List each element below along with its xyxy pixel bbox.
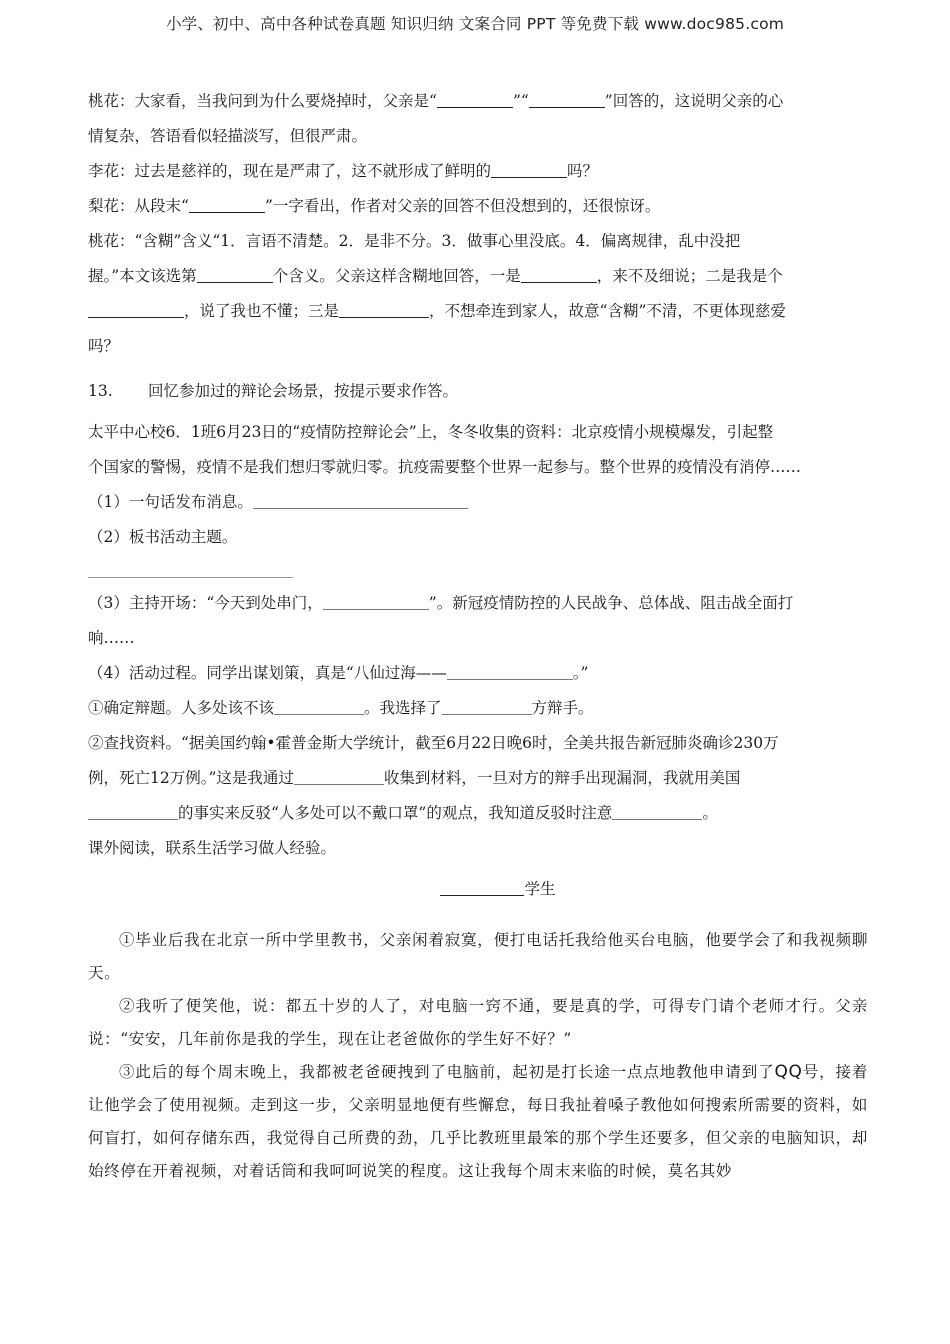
- story-title: 学生: [88, 870, 868, 908]
- dialogue-line-5: 桃花：“含糊”含义“1．言语不清楚。2．是非不分。3．做事心里没底。4．偏离规律，乱中没把: [88, 232, 741, 250]
- q13-sub-4: （4）活动过程。同学出谋划策，真是“八仙过海—— 。”: [88, 664, 589, 682]
- dialogue-line-8: 吗？: [88, 337, 120, 355]
- q13-sub-1: （1）一句话发布消息。: [88, 485, 868, 520]
- answer-blank[interactable]: [529, 92, 605, 109]
- answer-blank[interactable]: [253, 493, 468, 510]
- page-header: 小学、初中、高中各种试卷真题 知识归纳 文案合同 PPT 等免费下载 www.doc985.com: [165, 15, 785, 33]
- dialogue-line-3: 李花：过去是慈祥的，现在是严肃了，这不就形成了鲜明的 吗？: [88, 162, 599, 180]
- question-number: 13.: [88, 382, 113, 400]
- dialogue-line-2: 情复杂，答语看似轻描淡写，但很严肃。: [88, 127, 368, 145]
- dialogue-line-6: 握。”本文该选第 个含义。父亲这样含糊地回答，一是 ，来不及细说；二是我是个: [88, 267, 783, 285]
- story-paragraph-2: ②我听了便笑他，说：都五十岁的人了，对电脑一窍不通，要是真的学，可得专门请个老师才行。父亲说：“安安，几年前你是我的学生，现在让老爸做你的学生好不好？”: [88, 996, 868, 1048]
- answer-blank[interactable]: [88, 302, 184, 319]
- q13-intro-2: 个国家的警惕，疫情不是我们想归零就归零。抗疫需要整个世界一起参与。整个世界的疫情没有消停……: [88, 458, 802, 476]
- q13-sub-2: （2）板书活动主题。: [88, 528, 238, 546]
- q13-circle-2-cont2: 的事实来反驳“人多处可以不戴口罩”的观点，我知道反驳时注意 。: [88, 796, 868, 831]
- answer-blank[interactable]: [491, 162, 567, 179]
- q13-circle-2-cont: 例，死亡12万例。”这是我通过 收集到材料，一旦对方的辩手出现漏洞，我就用美国: [88, 769, 741, 787]
- reading-intro: 课外阅读，联系生活学习做人经验。: [88, 839, 337, 857]
- answer-blank[interactable]: [612, 804, 702, 821]
- q13-sub-3-cont: 响……: [88, 629, 135, 647]
- answer-blank[interactable]: [339, 302, 429, 319]
- answer-blank[interactable]: [189, 197, 265, 214]
- document-body: [88, 84, 868, 1188]
- answer-blank[interactable]: [323, 594, 429, 611]
- answer-blank[interactable]: [447, 664, 573, 681]
- answer-blank[interactable]: [274, 699, 364, 716]
- answer-line[interactable]: [88, 555, 293, 578]
- question-13-prompt: 13. 回忆参加过的辩论会场景，按提示要求作答。: [88, 374, 868, 409]
- answer-blank[interactable]: [521, 267, 597, 284]
- story-paragraph-3: ③此后的每个周末晚上，我都被老爸硬拽到了电脑前，起初是打长途一点点地教他申请到了QQ号，接着让他学会了使用视频。走到这一步，父亲明显地便有些懈怠，每日我扯着嗓子教他如何搜索所需要的资料，如何盲打，如何存储东西，我觉得自己所费的劲，几乎比教班里最笨的那个学生还要多，但父亲的电脑知识，却始终停在开着视频，对着话筒和我呵呵说笑的程度。这让我每个周末来临的时候，莫名其妙: [88, 1061, 868, 1180]
- title-blank[interactable]: [440, 880, 524, 897]
- dialogue-line-1: 桃花：大家看，当我问到为什么要烧掉时，父亲是“ ”“ ”回答的，这说明父亲的心: [88, 92, 784, 110]
- answer-blank[interactable]: [197, 267, 273, 284]
- story-paragraph-1: ①毕业后我在北京一所中学里教书，父亲闲着寂寞，便打电话托我给他买台电脑，他要学会了和我视频聊天。: [88, 930, 868, 982]
- answer-blank[interactable]: [437, 92, 513, 109]
- q13-intro-1: 太平中心校6．1班6月23日的“疫情防控辩论会”上，冬冬收集的资料：北京疫情小规模爆发，引起整: [88, 423, 774, 441]
- dialogue-line-4: 梨花：从段末“ ”一字看出，作者对父亲的回答不但没想到的，还很惊讶。: [88, 197, 661, 215]
- q13-circle-1: ①确定辩题。人多处该不该 。我选择了 方辩手。: [88, 699, 594, 717]
- q13-circle-2: ②查找资料。“据美国约翰•霍普金斯大学统计，截至6月22日晚6时，全美共报告新冠肺炎确诊230万: [88, 734, 779, 752]
- answer-blank[interactable]: [442, 699, 532, 716]
- q13-sub-3: （3）主持开场：“今天到处串门， ”。新冠疫情防控的人民战争、总体战、阻击战全面打: [88, 594, 794, 612]
- answer-blank[interactable]: [88, 804, 178, 821]
- answer-blank[interactable]: [294, 769, 384, 786]
- dialogue-line-7: ，说了我也不懂；三是 ，不想牵连到家人，故意“含糊”不清，不更体现慈爱: [88, 294, 868, 329]
